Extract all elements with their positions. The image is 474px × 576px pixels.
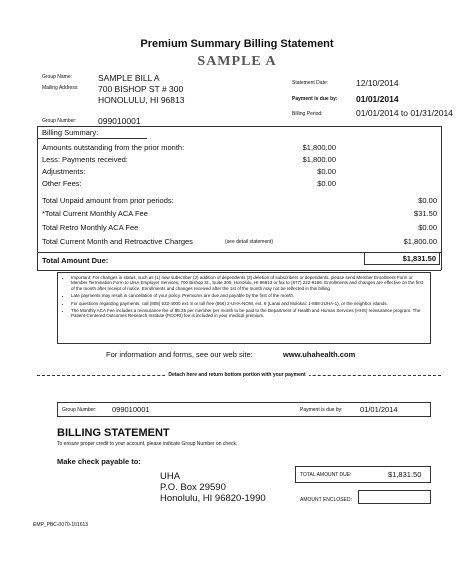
website-link[interactable]: www.uhahealth.com: [283, 350, 356, 359]
current-charges-amount: $1,800.00: [403, 237, 437, 246]
summary-row-label: Other Fees:: [42, 179, 82, 188]
statement-date: 12/10/2014: [356, 78, 399, 88]
footer-code: EMP_PBC-0070-101613: [33, 522, 89, 528]
coupon-group-number: 099010001: [112, 405, 150, 414]
billing-period-label: Billing Period:: [292, 111, 323, 117]
retro-fee-label: Total Retro Monthly ACA Fee: [42, 223, 139, 232]
payee-city: Honolulu, HI 96820-1990: [160, 493, 266, 504]
total-due-label: Total Amount Due:: [42, 256, 109, 265]
summary-row-amount: $0.00: [317, 179, 336, 188]
payee-name: UHA: [160, 471, 181, 482]
unpaid-label: Total Unpaid amount from prior periods:: [42, 196, 174, 205]
retro-fee-amount: $0.00: [418, 223, 437, 232]
summary-row-amount: $1,800.00: [302, 143, 336, 152]
amount-enclosed-label: AMOUNT ENCLOSED:: [300, 497, 352, 503]
group-name-label: Group Name:: [42, 74, 73, 80]
coupon-due-date: 01/01/2014: [360, 405, 398, 414]
coupon-total-label: TOTAL AMOUNT DUE:: [300, 472, 352, 478]
aca-fee-label: *Total Current Monthly ACA Fee: [42, 209, 148, 218]
detach-text-wrap: [0, 372, 474, 378]
make-payable-label: Make check payable to:: [57, 457, 141, 466]
billing-period: 01/01/2014 to 01/31/2014: [356, 108, 453, 118]
payment-due-date: 01/01/2014: [356, 94, 399, 104]
sample-label: SAMPLE A: [197, 54, 277, 69]
coupon-due-label: Payment is due by:: [300, 407, 343, 413]
account-city: HONOLULU, HI 96813: [98, 95, 185, 105]
account-name: SAMPLE BILL A: [98, 73, 160, 83]
unpaid-amount: $0.00: [418, 196, 437, 205]
note-item: • The Monthly ACA Fee includes a reinsurance fee of $5.25 per member per month to be paid to the Department of Health and Human Services (HHS) reinsurance program. The Patient-Centered Outcomes Research Institute (PCORI) fee is included in your medical premium.: [71, 308, 426, 319]
current-charges-note: (see detail statement): [225, 239, 274, 245]
amount-enclosed-field[interactable]: [358, 490, 431, 504]
summary-row-amount: $1,800.00: [302, 155, 336, 164]
coupon-instructions: To ensure proper credit to your account, please indicate Group Number on check.: [57, 441, 238, 447]
coupon-heading: BILLING STATEMENT: [57, 427, 170, 439]
note-item: • For questions regarding payments, call (808) 532-4000 ext. 8 or toll free (866) 2-UHA-NOW, ext. 8 (Lanai and Molokai: 1-888-2UHA-1), or the neighbor islands.: [71, 301, 426, 306]
website-text: For information and forms, see our web site:: [106, 350, 253, 359]
coupon-total-amount: $1,831.50: [388, 470, 422, 479]
mailing-address-label: Mailing Address:: [42, 85, 79, 91]
page-title: Premium Summary Billing Statement: [140, 38, 334, 50]
group-number-label: Group Number:: [42, 118, 77, 124]
summary-row-label: Less: Payments received:: [42, 155, 128, 164]
note-item: • Late payments may result in cancellation of your policy. Premiums are due and payable by the first of the month.: [71, 293, 426, 298]
coupon-group-label: Group Number:: [62, 407, 97, 413]
summary-row-label: Adjustments:: [42, 167, 86, 176]
summary-row-label: Amounts outstanding from the prior month:: [42, 143, 185, 152]
aca-fee-amount: $31.50: [414, 209, 437, 218]
notes-box: [57, 272, 431, 344]
payee-address: [160, 471, 266, 504]
current-charges-label: Total Current Month and Retroactive Charges: [42, 237, 193, 246]
statement-date-label: Statement Date:: [292, 80, 329, 86]
payment-due-label: Payment is due by:: [292, 96, 338, 102]
summary-row-amount: $0.00: [317, 167, 336, 176]
detach-text: Detach here and return bottom portion with your payment: [165, 372, 308, 378]
account-street: 700 BISHOP ST # 300: [98, 84, 184, 94]
total-due-amount: $1,831.50: [402, 254, 436, 263]
note-item: • Important: For changes in status, such as (1) new subscriber (2) addition of dependents (3) deletion of subscribers or dependents, please send Member Enrollment Form or Member Termination Form to UHA Employer Services, 700 Bishop St., Suite 300, Honolulu, HI 96813 or fax to (877) 222-9186. Enrollments and changes are effective on the first of the month after receipt of notice. Enrollments and changes received after the 1st of the month may not be reflected in this billing.: [71, 275, 426, 291]
group-number: 099010001: [98, 116, 141, 126]
payee-box: P.O. Box 29590: [160, 482, 226, 493]
billing-summary-header: Billing Summary:: [42, 128, 99, 137]
